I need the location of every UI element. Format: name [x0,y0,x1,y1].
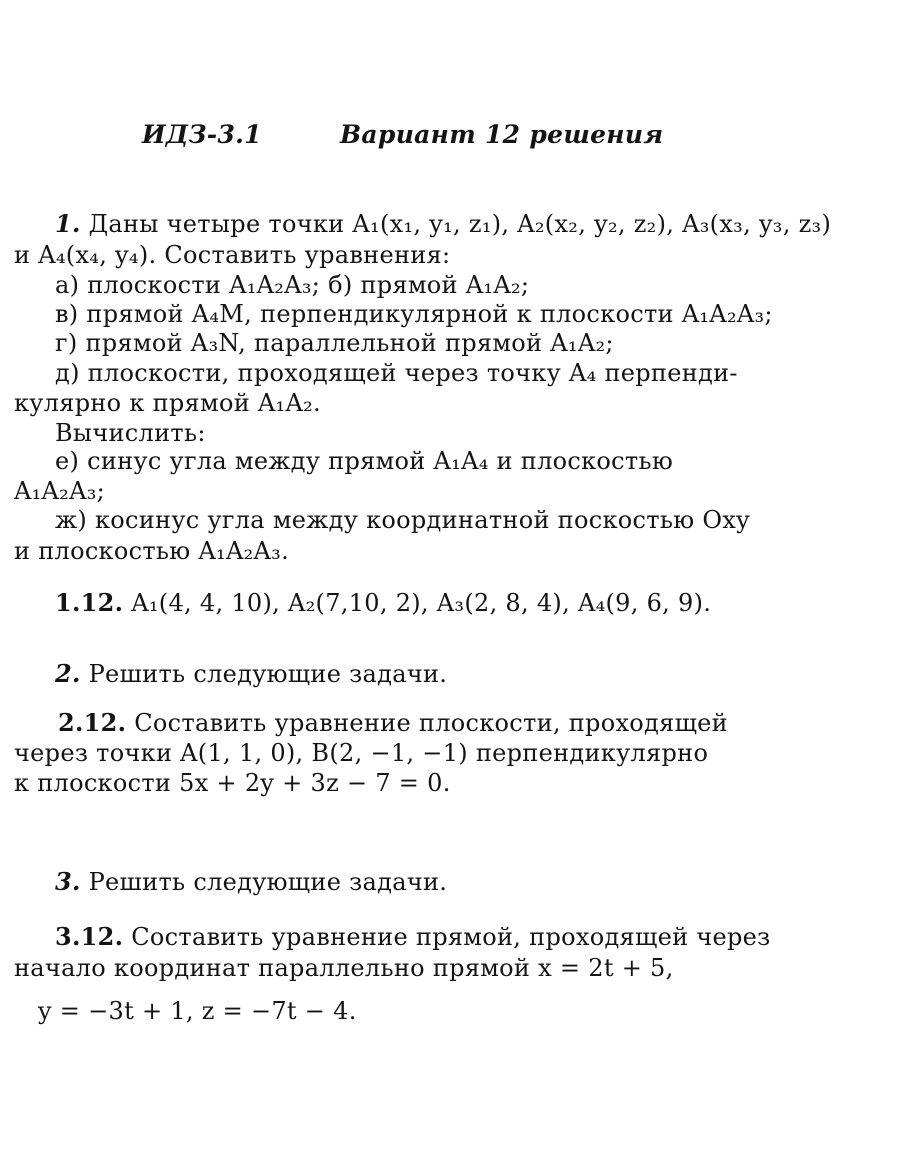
task1-12-number: 1.12. [55,588,124,617]
task1-item-e-line2: A₁A₂A₃; [14,477,106,505]
task1-12-points: A₁(4, 4, 10), A₂(7,10, 2), A₃(2, 8, 4), A₄(9, 6, 9). [131,589,712,617]
task2-number: 2. [55,659,81,688]
task1-item-g: г) прямой A₃N, параллельной прямой A₁A₂; [55,329,614,357]
task1-item-v: в) прямой A₄M, перпендикулярной к плоскости A₁A₂A₃; [55,300,773,328]
task3-12-line1 [55,922,771,952]
task1-text-line1: Даны четыре точки A₁(x₁, y₁, z₁), A₂(x₂, y₂, z₂), A₃(x₃, y₃, z₃) [88,210,832,238]
task1-item-e-line1: е) синус угла между прямой A₁A₄ и плоскостью [55,447,674,475]
task2-12-line3: к плоскости 5x + 2y + 3z − 7 = 0. [14,769,451,797]
task3-12-line2: начало координат параллельно прямой x = 2t + 5, [14,954,674,982]
task2-12-line1 [58,708,728,738]
doc-code: ИДЗ-3.1 [142,120,262,149]
task3-12-text-line1: Составить уравнение прямой, проходящей через [131,923,771,951]
task1-compute-heading: Вычислить: [55,419,206,447]
task1-item-d-line1: д) плоскости, проходящей через точку A₄ перпенди- [55,359,738,387]
task3-12-line3: y = −3t + 1, z = −7t − 4. [38,997,357,1025]
task3-12-number: 3.12. [55,922,124,951]
task1-line1 [55,209,831,239]
task1-12-line [55,588,711,618]
task1-item-d-line2: кулярно к прямой A₁A₂. [14,389,321,417]
task1-item-zh-line1: ж) косинус угла между координатной поскостью Oxy [55,506,751,534]
task2-12-text-line1: Составить уравнение плоскости, проходящей [134,709,728,737]
task2-line [55,659,447,689]
task1-number: 1. [55,209,81,238]
task2-12-number: 2.12. [58,708,127,737]
variant-title: Вариант 12 решения [340,120,664,149]
task2-text: Решить следующие задачи. [88,660,448,688]
task1-item-zh-line2: и плоскостью A₁A₂A₃. [14,537,290,565]
task2-12-line2: через точки A(1, 1, 0), B(2, −1, −1) перпендикулярно [14,739,709,767]
task1-item-a: а) плоскости A₁A₂A₃; б) прямой A₁A₂; [55,271,530,299]
task1-line2: и A₄(x₄, y₄). Составить уравнения: [14,241,451,269]
task3-text: Решить следующие задачи. [88,868,448,896]
task3-number: 3. [55,867,81,896]
task3-line [55,867,447,897]
